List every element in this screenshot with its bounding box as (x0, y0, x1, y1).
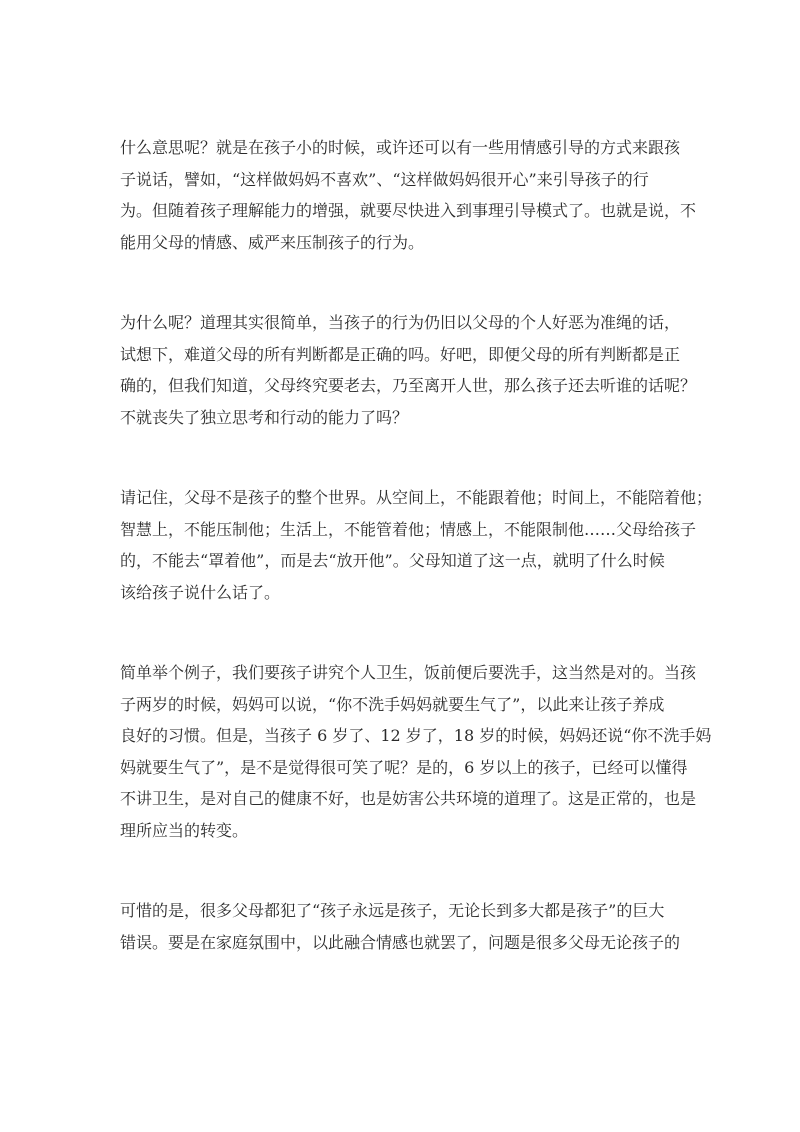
paragraph-2 (120, 307, 697, 433)
paragraph-5 (120, 895, 686, 958)
text-line: 不就丧失了独立思考和行动的能力了吗？ (120, 407, 409, 427)
text-line: 简单举个例子，我们要孩子讲究个人卫生，饭前便后要洗手，这当然是对的。当孩 (120, 663, 697, 682)
text-line: 确的，但我们知道，父母终究要老去，乃至离开人世，那么孩子还去听谁的话呢？ (120, 376, 697, 395)
text-line: 该给孩子说什么话了。 (120, 582, 281, 602)
text-line: 为。但随着孩子理解能力的增强，就要尽快进入到事理引导模式了。也就是说，不 (120, 201, 697, 220)
paragraph-spacer (120, 433, 686, 482)
text-line: 什么意思呢？就是在孩子小的时候，或许还可以有一些用情感引导的方式来跟孩 (120, 138, 681, 157)
text-line: 为什么呢？道理其实很简单，当孩子的行为仍旧以父母的个人好恶为准绳的话， (120, 313, 681, 332)
text-line: 试想下，难道父母的所有判断都是正确的吗。好吧，即便父母的所有判断都是正 (120, 344, 681, 364)
text-line: 不讲卫生，是对自己的健康不好，也是妨害公共环境的道理了。这是正常的，也是 (120, 789, 697, 808)
text-line: 的，不能去“罩着他”，而是去“放开他”。父母知道了这一点，就明了什么时候 (120, 551, 665, 570)
text-line: 错误。要是在家庭氛围中，以此融合情感也就罢了，问题是很多父母无论孩子的 (120, 932, 681, 952)
text-line: 可惜的是，很多父母都犯了“孩子永远是孩子，无论长到多大都是孩子”的巨大 (120, 901, 665, 920)
paragraph-4 (120, 657, 712, 846)
text-line: 智慧上，不能压制他；生活上，不能管着他；情感上，不能限制他……父母给孩子 (120, 519, 697, 539)
paragraph-1 (120, 132, 697, 258)
text-line: 良好的习惯。但是，当孩子 6 岁了、12 岁了，18 岁的时候，妈妈还说“你不洗手妈 (120, 726, 712, 745)
paragraph-spacer (120, 608, 686, 657)
text-line: 请记住，父母不是孩子的整个世界。从空间上，不能跟着他；时间上，不能陪着他； (120, 488, 713, 507)
document-body (120, 132, 713, 958)
text-line: 子说话，譬如，“这样做妈妈不喜欢”、“这样做妈妈很开心”来引导孩子的行 (120, 169, 649, 189)
text-line: 妈就要生气了”，是不是觉得很可笑了呢？是的，6 岁以上的孩子，已经可以懂得 (120, 757, 688, 777)
paragraph-3 (120, 482, 713, 608)
text-line: 理所应当的转变。 (120, 820, 249, 840)
paragraph-spacer (120, 846, 686, 895)
paragraph-spacer (120, 258, 686, 307)
text-line: 子两岁的时候，妈妈可以说，“你不洗手妈妈就要生气了”，以此来让孩子养成 (120, 694, 665, 714)
text-line: 能用父母的情感、威严来压制孩子的行为。 (120, 232, 425, 252)
